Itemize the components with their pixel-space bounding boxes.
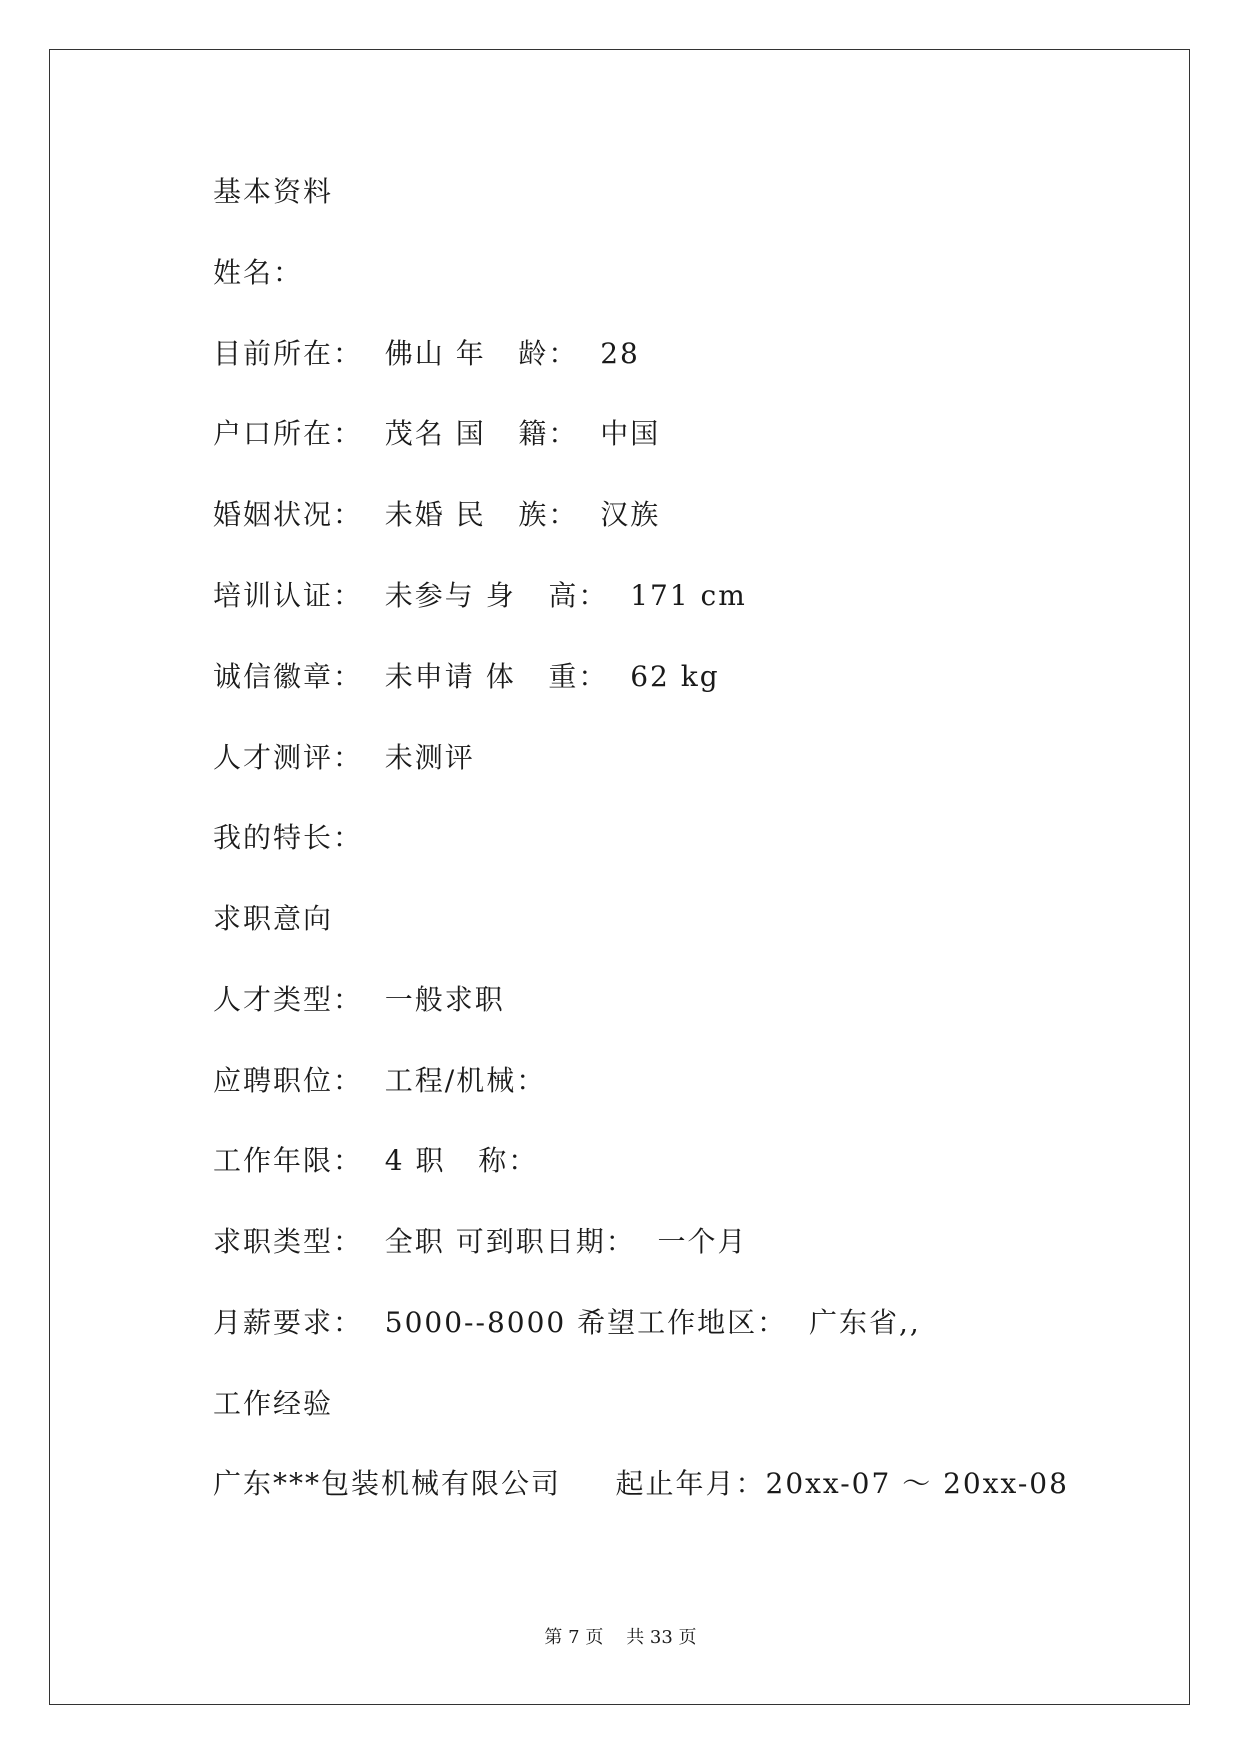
field-salary-region: 月薪要求： 5000--8000 希望工作地区： 广东省,, bbox=[213, 1306, 921, 1339]
field-training-height: 培训认证： 未参与 身 高： 171 cm bbox=[213, 579, 747, 612]
field-location-age: 目前所在： 佛山 年 龄： 28 bbox=[213, 337, 640, 370]
field-specialty: 我的特长： bbox=[213, 821, 364, 854]
field-marital-ethnicity: 婚姻状况： 未婚 民 族： 汉族 bbox=[213, 498, 661, 531]
section-heading-job-intent: 求职意向 bbox=[213, 902, 334, 935]
field-talent-type: 人才类型： 一般求职 bbox=[213, 983, 505, 1016]
experience-entry: 广东***包装机械有限公司 起止年月：20xx-07 ～ 20xx-08 bbox=[213, 1467, 1069, 1500]
page-number-footer: 第 7 页 共 33 页 bbox=[544, 1627, 697, 1648]
page-frame bbox=[49, 49, 1190, 1705]
section-heading-basic-info: 基本资料 bbox=[213, 175, 334, 208]
field-badge-weight: 诚信徽章： 未申请 体 重： 62 kg bbox=[213, 660, 720, 693]
field-years-title: 工作年限： 4 职 称： bbox=[213, 1144, 539, 1177]
section-heading-experience: 工作经验 bbox=[213, 1387, 334, 1420]
field-name: 姓名： bbox=[213, 256, 304, 289]
field-hukou-nationality: 户口所在： 茂名 国 籍： 中国 bbox=[213, 417, 661, 450]
field-job-type-start: 求职类型： 全职 可到职日期： 一个月 bbox=[213, 1225, 748, 1258]
field-position: 应聘职位： 工程/机械： bbox=[213, 1064, 547, 1097]
field-assessment: 人才测评： 未测评 bbox=[213, 741, 475, 774]
